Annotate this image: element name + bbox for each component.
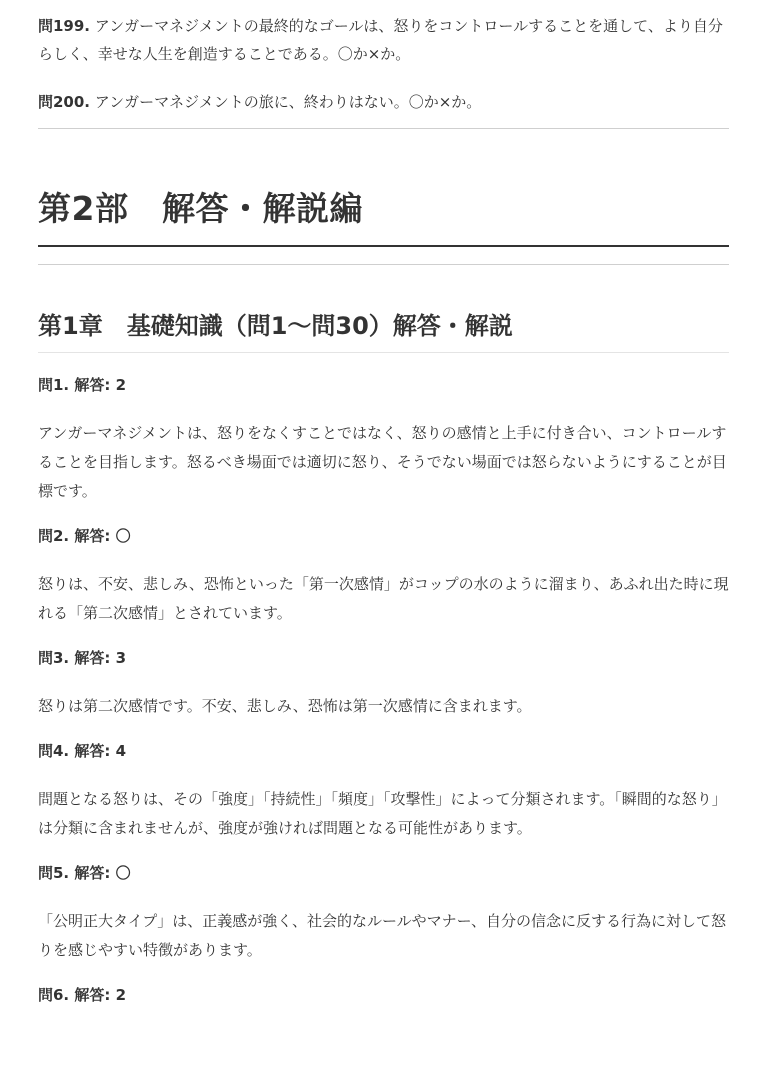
answer-heading: 問1. 解答: 2 bbox=[38, 376, 127, 394]
section-divider bbox=[38, 128, 729, 129]
question-text: アンガーマネジメントの旅に、終わりはない。〇か×か。 bbox=[90, 93, 482, 111]
answer-list bbox=[38, 373, 729, 1007]
answer-heading: 問6. 解答: 2 bbox=[38, 986, 127, 1004]
question-199 bbox=[38, 12, 729, 68]
answer-explanation: 問題となる怒りは、その「強度」「持続性」「頻度」「攻撃性」によって分類されます。「瞬間的な怒り」は分類に含まれませんが、強度が強ければ問題となる可能性があります。 bbox=[38, 790, 727, 837]
answer-heading: 問4. 解答: 4 bbox=[38, 742, 127, 760]
answer-explanation: アンガーマネジメントは、怒りをなくすことではなく、怒りの感情と上手に付き合い、コントロールすることを目指します。怒るべき場面では適切に怒り、そうでない場面では怒らないようにすることが目標です。 bbox=[38, 424, 727, 500]
chapter-title: 第1章 基礎知識（問1〜問30）解答・解説 bbox=[38, 312, 513, 340]
question-200 bbox=[38, 88, 729, 116]
part-title-underline bbox=[38, 245, 729, 247]
question-label: 問200. bbox=[38, 93, 91, 111]
question-text: アンガーマネジメントの最終的なゴールは、怒りをコントロールすることを通して、より自分らしく、幸せな人生を創造することである。〇か×か。 bbox=[38, 17, 723, 63]
answer-explanation: 「公明正大タイプ」は、正義感が強く、社会的なルールやマナー、自分の信念に反する行為に対して怒りを感じやすい特徴があります。 bbox=[38, 912, 727, 959]
chapter-title-underline bbox=[38, 352, 729, 353]
answer-explanation: 怒りは、不安、悲しみ、恐怖といった「第一次感情」がコップの水のように溜まり、あふれ出た時に現れる「第二次感情」とされています。 bbox=[38, 575, 729, 622]
answer-explanation: 怒りは第二次感情です。不安、悲しみ、恐怖は第一次感情に含まれます。 bbox=[38, 697, 532, 715]
section-divider bbox=[38, 264, 729, 265]
question-label: 問199. bbox=[38, 17, 91, 35]
answer-heading: 問2. 解答: 〇 bbox=[38, 527, 131, 545]
answer-heading: 問5. 解答: 〇 bbox=[38, 864, 131, 882]
answer-heading: 問3. 解答: 3 bbox=[38, 649, 127, 667]
part-title: 第2部 解答・解説編 bbox=[38, 189, 363, 228]
